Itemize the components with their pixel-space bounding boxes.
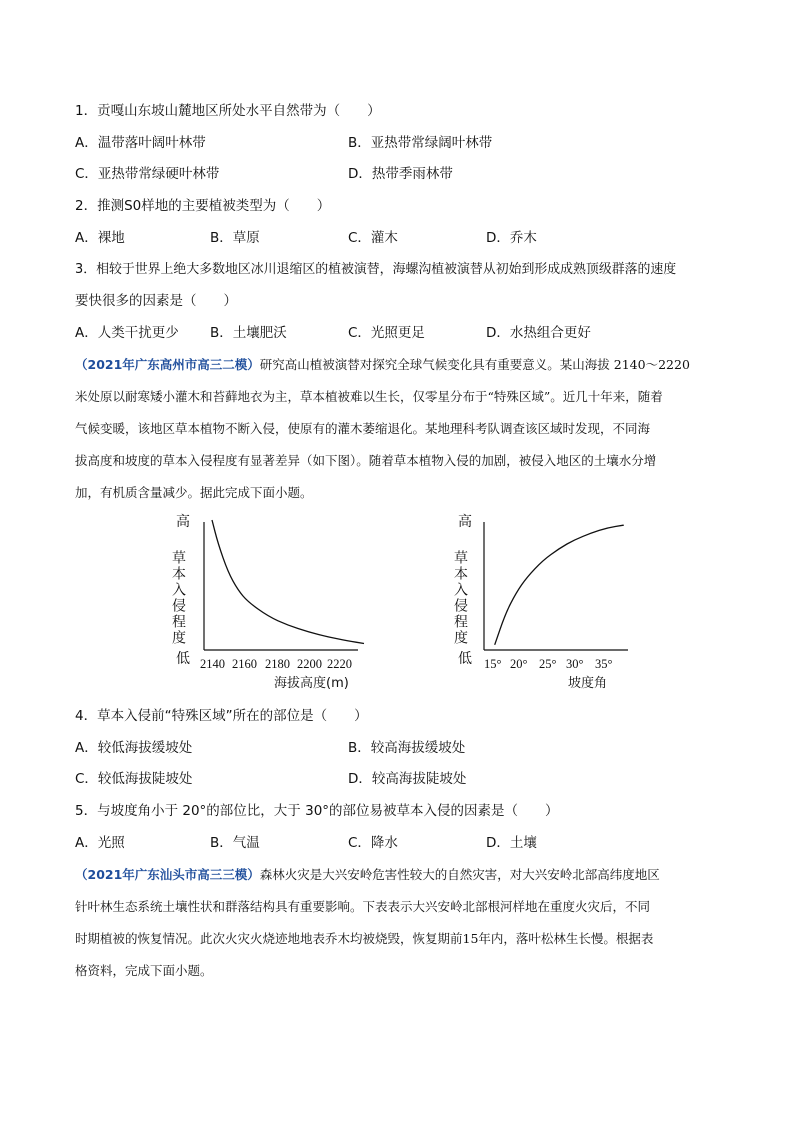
chart2-tick-15: 15° xyxy=(484,657,502,671)
passage2-line3: 时期植被的恢复情况。此次火灾火烧迹地地表乔木均被烧毁，恢复期前15年内，落叶松林生长慢。根据表 xyxy=(75,931,654,946)
chart2-tick-25: 25° xyxy=(539,657,557,671)
chart1-y-high-label: 高 xyxy=(176,514,190,530)
q5-option-d[interactable]: D．土壤 xyxy=(486,835,537,851)
chart1-tick-2220: 2220 xyxy=(327,657,352,671)
q2-option-c[interactable]: C．灌木 xyxy=(348,230,398,246)
q5-option-c[interactable]: C．降水 xyxy=(348,835,398,851)
passage2-line1 xyxy=(75,866,725,884)
passage1-line4: 拔高度和坡度的草本入侵程度有显著差异（如下图）。随着草本植物入侵的加剧，被侵入地区的土壤水分增 xyxy=(75,453,657,468)
q4-option-d[interactable]: D．较高海拔陡坡处 xyxy=(348,771,467,787)
q3-stem-line1: 3．相较于世界上绝大多数地区冰川退缩区的植被演替，海螺沟植被演替从初始到形成成熟顶级群落的速度 xyxy=(75,262,677,277)
chart2-x-label: 坡度角 xyxy=(568,676,608,691)
q5-stem: 5．与坡度角小于 20°的部位比，大于 30°的部位易被草本入侵的因素是（ ） xyxy=(75,803,559,819)
chart2-tick-20: 20° xyxy=(510,657,528,671)
passage2-text-1: 森林火灾是大兴安岭危害性较大的自然灾害，对大兴安岭北部高纬度地区 xyxy=(259,867,660,882)
chart2-series-line xyxy=(495,525,624,645)
passage2-line4: 格资料，完成下面小题。 xyxy=(75,963,213,978)
q4-option-c[interactable]: C．较低海拔陡坡处 xyxy=(75,771,193,787)
q3-option-d[interactable]: D．水热组合更好 xyxy=(486,325,591,341)
chart-slope-invasion xyxy=(448,508,678,693)
q1-option-b[interactable]: B．亚热带常绿阔叶林带 xyxy=(348,135,493,151)
chart1-tick-2140: 2140 xyxy=(200,657,225,671)
q3-option-a[interactable]: A．人类干扰更少 xyxy=(75,325,179,341)
q2-stem: 2．推测S0样地的主要植被类型为（ ） xyxy=(75,198,331,214)
q2-option-d[interactable]: D．乔木 xyxy=(486,230,537,246)
q3-stem-line2: 要快很多的因素是（ ） xyxy=(75,293,237,309)
q1-option-d[interactable]: D．热带季雨林带 xyxy=(348,166,453,182)
passage1-line1 xyxy=(75,356,725,374)
q1-option-a[interactable]: A．温带落叶阔叶林带 xyxy=(75,135,206,151)
chart1-y-low-label: 低 xyxy=(176,651,190,667)
passage1-text-1: 研究高山植被演替对探究全球气候变化具有重要意义。某山海拔 2140～2220 xyxy=(259,357,690,372)
passage1-source: （2021年广东高州市高三二模） xyxy=(75,357,260,372)
passage1-line5: 加，有机质含量减少。据此完成下面小题。 xyxy=(75,485,313,500)
q2-option-b[interactable]: B．草原 xyxy=(210,230,260,246)
chart2-tick-30: 30° xyxy=(566,657,584,671)
chart1-series-line xyxy=(212,520,364,644)
chart2-y-high-label: 高 xyxy=(458,514,472,530)
q4-stem: 4．草本入侵前“特殊区域”所在的部位是（ ） xyxy=(75,708,368,724)
q5-option-a[interactable]: A．光照 xyxy=(75,835,125,851)
chart-altitude-invasion xyxy=(168,508,398,693)
chart1-tick-2180: 2180 xyxy=(265,657,290,671)
q4-option-a[interactable]: A．较低海拔缓坡处 xyxy=(75,740,193,756)
passage1-line2: 米处原以耐寒矮小灌木和苔藓地衣为主，草本植被难以生长，仅零星分布于“特殊区域”。近几十年来，随着 xyxy=(75,389,663,404)
q3-option-c[interactable]: C．光照更足 xyxy=(348,325,425,341)
q5-option-b[interactable]: B．气温 xyxy=(210,835,260,851)
q4-option-b[interactable]: B．较高海拔缓坡处 xyxy=(348,740,466,756)
q2-option-a[interactable]: A．裸地 xyxy=(75,230,125,246)
chart1-tick-2160: 2160 xyxy=(232,657,257,671)
q1-stem: 1．贡嘎山东坡山麓地区所处水平自然带为（ ） xyxy=(75,103,381,119)
q1-option-c[interactable]: C．亚热带常绿硬叶林带 xyxy=(75,166,220,182)
chart1-tick-2200: 2200 xyxy=(297,657,322,671)
chart2-y-label: 草本入侵程度 xyxy=(452,550,468,646)
passage2-source: （2021年广东汕头市高三三模） xyxy=(75,867,260,882)
passage2-line2: 针叶林生态系统土壤性状和群落结构具有重要影响。下表表示大兴安岭北部根河样地在重度火灾后，不同 xyxy=(75,899,651,914)
chart1-y-label: 草本入侵程度 xyxy=(170,550,186,646)
chart2-tick-35: 35° xyxy=(595,657,613,671)
chart2-y-low-label: 低 xyxy=(458,651,472,667)
passage1-line3: 气候变暖，该地区草本植物不断入侵，使原有的灌木萎缩退化。某地理科考队调查该区域时发现，不同海 xyxy=(75,421,651,436)
chart1-x-label: 海拔高度(m) xyxy=(274,676,349,691)
q3-option-b[interactable]: B．土壤肥沃 xyxy=(210,325,287,341)
